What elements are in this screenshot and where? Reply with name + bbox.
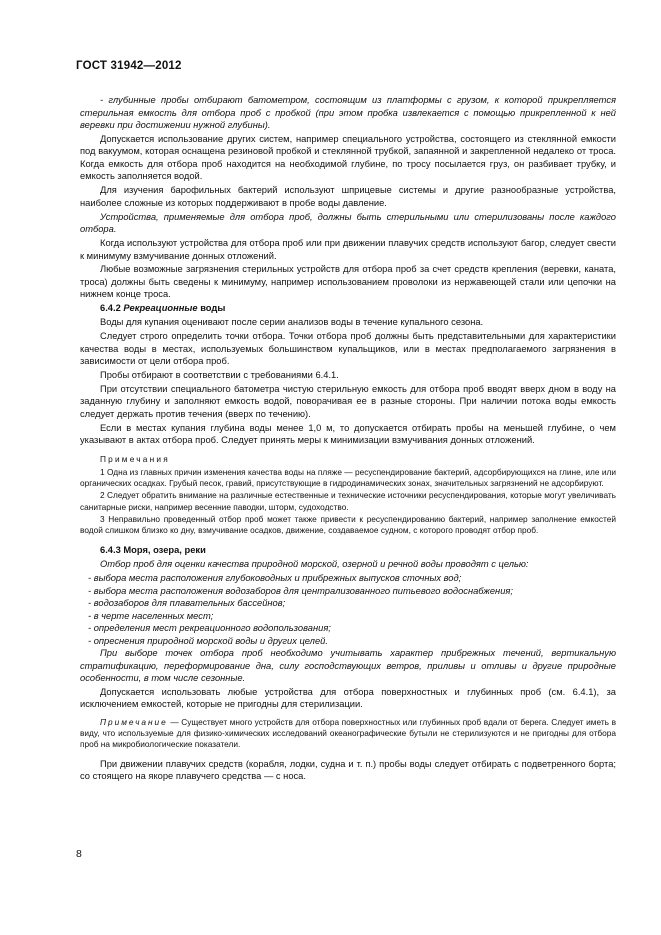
paragraph: При движении плавучих средств (корабля, лодки, судна и т. п.) пробы воды следует отбирать с подветренного борта; со стоящего на якоре плавучего средства — с носа.	[80, 758, 616, 781]
paragraph: Воды для купания оценивают после серии анализов воды в течение купального сезона.	[100, 317, 484, 328]
notes-title: Примечания	[100, 453, 170, 464]
paragraph: Пробы отбирают в соответствии с требованиями 6.4.1.	[100, 370, 339, 381]
note-item: 1 Одна из главных причин изменения качества воды на пляже — ресуспендирование бактерий, адсорбирующихся на глине, иле или органических осадках. Грубый песок, гравий, присутствующие в гидродинамических зонах, значительных загрязнений не адсорбируют.	[80, 467, 616, 489]
paragraph: При отсутствии специального батометра чистую стерильную емкость для отбора проб вводят вверх дном в воду на заданную глубину и заполняют емкость водой, поворачивая ее в разные стороны. При наличии потока воды емкость следует держать против течения (вверх по течению).	[80, 383, 616, 419]
note-text: — Существует много устройств для отбора поверхностных или глубинных проб вдали от берега. Следует иметь в виду, что используемые для физико-химических исследований океанографические бутыли не стерилизуются и не пригодны для отбора проб на микробиологические показатели.	[80, 716, 616, 750]
page-number: 8	[76, 848, 82, 860]
document-header: ГОСТ 31942—2012	[76, 60, 182, 72]
paragraph: Когда используют устройства для отбора проб или при движении плавучих средств используют багор, следует свести к минимуму взмучивание донных отложений.	[80, 238, 616, 261]
notes-block	[80, 454, 616, 536]
note-label: Примечание	[100, 716, 168, 727]
list-item: - выбора места расположения глубоководных и прибрежных выпусков сточных вод;	[88, 573, 462, 583]
paragraph: Отбор проб для оценки качества природной морской, озерной и речной воды проводят с целью:	[100, 559, 529, 570]
paragraph: Допускается использовать любые устройства для отбора поверхностных и глубинных проб (см. 6.4.1), за исключением емкостей, которые не пригодны для стерилизации.	[80, 686, 616, 710]
paragraph: Для изучения барофильных бактерий используют шприцевые системы и другие разнообразные устройства, наиболее сложные из которых поддерживают в пробе воды давление.	[80, 185, 616, 208]
note-item: 3 Неправильно проведенный отбор проб может также привести к ресуспендированию бактерий, например заполнение емкостей водой слишком близко ко дну, взмучивание осадков, движение, создаваемое судном, с которого проводят отбор проб.	[80, 513, 616, 536]
list-item: - в черте населенных мест;	[88, 610, 214, 621]
list-item: - водозаборов для плавательных бассейнов;	[88, 598, 286, 608]
note-item: 2 Следует обратить внимание на различные естественные и технические источники ресуспендирования, которые могут увеличивать санитарные риски, например весенние паводки, шторм, судоходство.	[80, 490, 616, 512]
list-item: - опреснения природной морской воды и других целей.	[88, 635, 328, 646]
paragraph: Допускается использование других систем, например специального устройства, состоящего из стеклянной емкости под вакуумом, которая оснащена резиновой пробкой и стеклянной трубкой, запаянной и закрепленной недалеко от троса. Когда емкость для отбора проб находится на необходимой глубине, по тросу посылается груз, он разбивает трубку, и емкость заполняется водой.	[80, 133, 616, 182]
section-heading-6-4-3: 6.4.3 Моря, озера, реки	[100, 545, 206, 556]
section-heading-6-4-2: 6.4.2 Рекреационные воды	[100, 303, 226, 314]
paragraph: Любые возможные загрязнения стерильных устройств для отбора проб за счет средств крепления (веревки, каната, троса) должны быть сведены к минимуму, например использованием проволоки из нержавеющей стали или цепочки на нижнем конце троса.	[80, 264, 616, 300]
note-block	[80, 717, 616, 751]
list-item: - определения мест рекреационного водопользования;	[88, 623, 331, 633]
document-body	[80, 94, 616, 784]
paragraph: Устройства, применяемые для отбора проб, должны быть стерильными или стерилизованы после каждого отбора.	[80, 211, 616, 235]
paragraph: - глубинные пробы отбирают батометром, состоящим из платформы с грузом, к которой прикрепляется стерильная емкость для отбора проб с пробкой (при этом пробка извлекается с помощью прикрепленной к ней веревки при достижении нужной глубины).	[80, 95, 616, 130]
list-item: - выбора места расположения водозаборов для централизованного питьевого водоснабжения;	[88, 585, 513, 596]
paragraph: При выборе точек отбора проб необходимо учитывать характер прибрежных течений, вертикальную стратификацию, переформирование дна, силу господствующих ветров, приливы и отливы и другие природные особенности, в том числе сезонные.	[80, 648, 616, 683]
paragraph: Если в местах купания глубина воды менее 1,0 м, то допускается отбирать пробы на меньшей глубине, о чем указывают в актах отбора проб. Следует принять меры к минимизации взмучивания донных отложений.	[80, 422, 616, 446]
paragraph: Следует строго определить точки отбора. Точки отбора проб должны быть представительными для характеристики качества воды в местах, используемых большинством купальщиков, или в местах предполагаемого загрязнения в зависимости от цели отбора проб.	[80, 331, 616, 367]
